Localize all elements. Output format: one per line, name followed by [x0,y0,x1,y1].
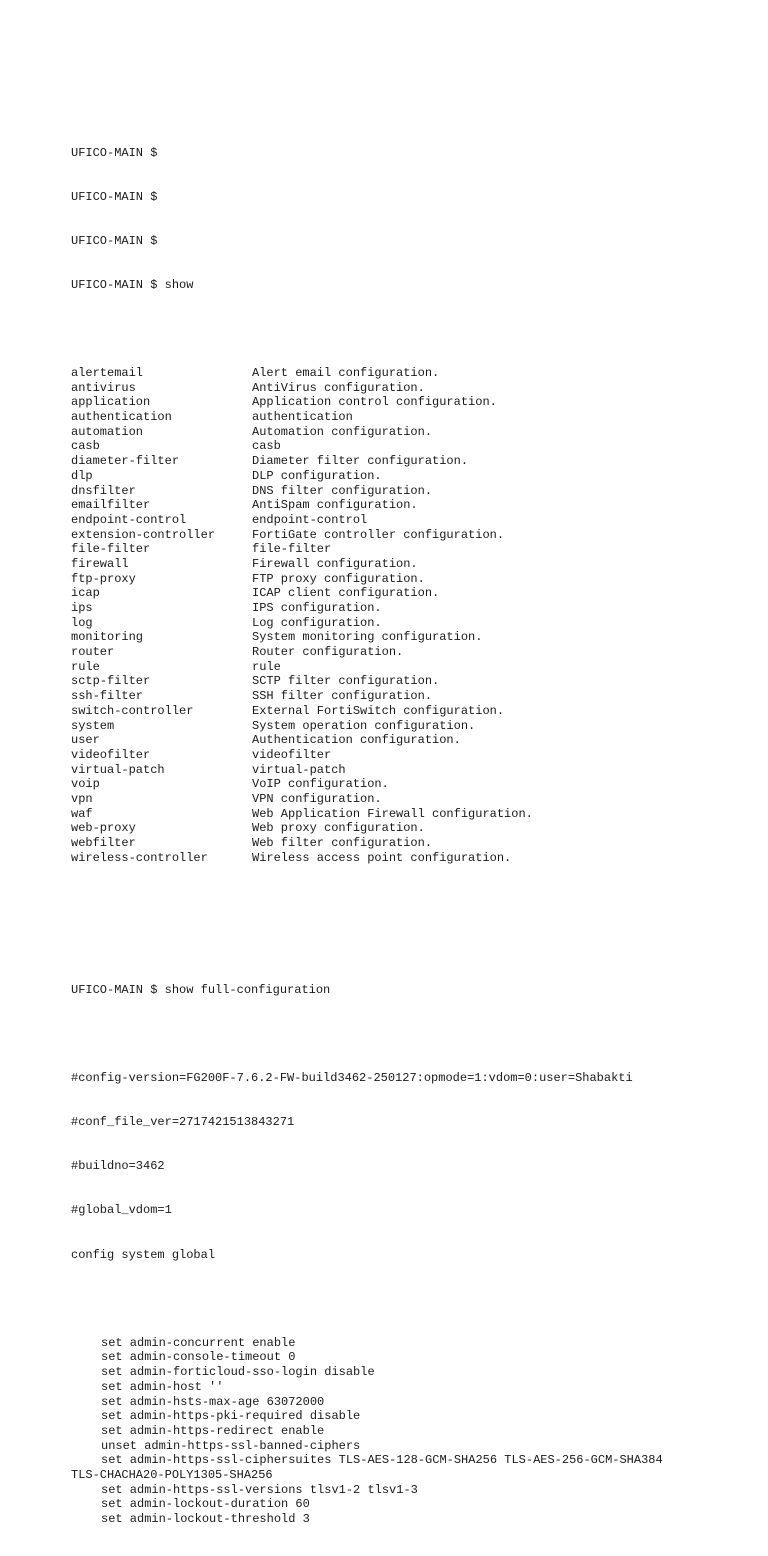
prompt-block [71,116,731,322]
show-command-row [71,425,731,440]
show-command-list [71,366,731,865]
config-setting-line: set admin-console-timeout 0 [101,1350,296,1365]
command-name: webfilter [71,836,136,850]
show-command-row [71,645,731,660]
show-command-row [71,469,731,484]
show-command-row [71,528,731,543]
prompt-line-show: UFICO-MAIN $ show [71,277,194,292]
command-description: Firewall configuration. [252,556,418,571]
command-name: voip [71,777,100,792]
show-command-row [71,572,731,587]
config-settings-list [71,1336,731,1527]
command-name: ips [71,601,93,615]
config-setting-line: set admin-https-ssl-versions tlsv1-2 tlsv1-3 [101,1482,418,1497]
buildno-line: #buildno=3462 [71,1159,165,1174]
config-setting-line: set admin-host '' [101,1379,224,1394]
show-command-row [71,719,731,734]
command-description: DLP configuration. [252,468,382,483]
command-description: FortiGate controller configuration. [252,527,505,542]
blank-gap [71,909,731,938]
command-name: system [71,718,115,733]
command-name: dnsfilter [71,483,136,498]
command-name: router [71,645,115,660]
command-description: videofilter [252,747,332,762]
prompt-line: UFICO-MAIN $ [71,233,158,248]
config-setting-line: unset admin-https-ssl-banned-ciphers [101,1438,361,1453]
show-command-row [71,777,731,792]
show-command-row [71,748,731,763]
command-name: icap [71,586,100,601]
command-name: automation [71,424,144,439]
command-description: System operation configuration. [252,718,476,733]
command-description: authentication [252,410,353,425]
command-name: emailfilter [71,498,151,513]
command-name: application [71,395,151,410]
command-description: Web Application Firewall configuration. [252,806,533,821]
show-command-row [71,851,731,866]
config-setting-line: set admin-lockout-duration 60 [101,1497,310,1512]
show-command-row [71,689,731,704]
command-name: monitoring [71,630,144,645]
command-description: SCTP filter configuration. [252,674,440,689]
command-name: vpn [71,791,93,806]
command-name: switch-controller [71,703,194,718]
show-command-row [71,381,731,396]
show-command-row [71,513,731,528]
command-name: diameter-filter [71,454,180,469]
show-command-row [71,733,731,748]
command-description: DNS filter configuration. [252,483,433,498]
command-name: extension-controller [71,527,216,542]
command-name: web-proxy [71,821,136,836]
show-command-row [71,616,731,631]
command-description: Web proxy configuration. [252,821,425,836]
command-name: ftp-proxy [71,571,136,586]
command-description: Router configuration. [252,645,404,660]
command-name: virtual-patch [71,762,165,777]
command-description: Authentication configuration. [252,733,461,748]
command-description: AntiVirus configuration. [252,380,425,395]
command-description: IPS configuration. [252,601,382,615]
command-description: VoIP configuration. [252,777,389,792]
command-description: AntiSpam configuration. [252,498,418,513]
show-command-row [71,821,731,836]
show-command-row [71,807,731,822]
prompt-line: UFICO-MAIN $ [71,189,158,204]
command-description: Wireless access point configuration. [252,850,512,865]
command-name: authentication [71,410,172,425]
command-description: ICAP client configuration. [252,586,440,601]
command-name: ssh-filter [71,689,144,704]
show-command-row [71,557,731,572]
config-setting-line: set admin-https-pki-required disable [101,1409,361,1424]
command-description: Alert email configuration. [252,366,440,380]
command-name: rule [71,659,100,674]
conf-file-ver-line: #conf_file_ver=2717421513843271 [71,1115,295,1130]
command-description: SSH filter configuration. [252,689,433,704]
command-name: log [71,615,93,630]
command-name: videofilter [71,747,151,762]
show-command-row [71,410,731,425]
show-command-row [71,601,731,616]
command-description: FTP proxy configuration. [252,571,425,586]
command-description: file-filter [252,542,332,557]
show-command-row [71,630,731,645]
command-description: Automation configuration. [252,424,433,439]
show-command-row [71,836,731,851]
command-name: dlp [71,468,93,483]
prompt-line: UFICO-MAIN $ [71,145,158,160]
terminal-output[interactable] [71,72,731,1556]
show-command-row [71,366,731,381]
config-setting-line: set admin-concurrent enable [101,1335,296,1350]
command-name: alertemail [71,366,144,380]
show-command-row [71,674,731,689]
command-description: virtual-patch [252,762,346,777]
prompt-line-full-configuration: UFICO-MAIN $ show full-configuration [71,982,331,997]
config-version-line: #config-version=FG200F-7.6.2-FW-build3462-250127:opmode=1:vdom=0:user=Shabakti [71,1071,633,1086]
command-name: wireless-controller [71,850,208,865]
command-description: rule [252,659,281,674]
config-setting-line: TLS-CHACHA20-POLY1305-SHA256 [71,1467,273,1482]
show-command-row [71,792,731,807]
show-command-row [71,439,731,454]
command-description: endpoint-control [252,512,368,527]
show-command-row [71,498,731,513]
config-setting-line: set admin-forticloud-sso-login disable [101,1365,375,1380]
show-command-row [71,542,731,557]
command-description: Log configuration. [252,615,382,630]
command-name: user [71,733,100,748]
config-setting-line: set admin-https-ssl-ciphersuites TLS-AES-128-GCM-SHA256 TLS-AES-256-GCM-SHA384 [101,1453,663,1468]
command-description: VPN configuration. [252,791,382,806]
command-name: casb [71,439,100,454]
config-system-global-line: config system global [71,1247,216,1262]
command-description: System monitoring configuration. [252,630,483,645]
show-command-row [71,763,731,778]
command-name: antivirus [71,380,136,395]
command-description: External FortiSwitch configuration. [252,703,505,718]
config-setting-line: set admin-hsts-max-age 63072000 [101,1394,325,1409]
show-command-row [71,395,731,410]
show-command-row [71,704,731,719]
command-description: casb [252,439,281,454]
global-vdom-line: #global_vdom=1 [71,1203,172,1218]
config-setting-line: set admin-https-redirect enable [101,1423,325,1438]
show-command-row [71,454,731,469]
command-name: waf [71,806,93,821]
show-command-row [71,484,731,499]
show-command-row [71,660,731,675]
command-description: Web filter configuration. [252,836,433,850]
config-header [71,1042,731,1292]
command-description: Application control configuration. [252,395,497,410]
config-setting-line: set admin-lockout-threshold 3 [101,1512,310,1527]
command-name: firewall [71,556,129,571]
command-name: file-filter [71,542,151,557]
show-command-row [71,586,731,601]
command-description: Diameter filter configuration. [252,454,469,469]
command-name: sctp-filter [71,674,151,689]
command-name: endpoint-control [71,512,187,527]
